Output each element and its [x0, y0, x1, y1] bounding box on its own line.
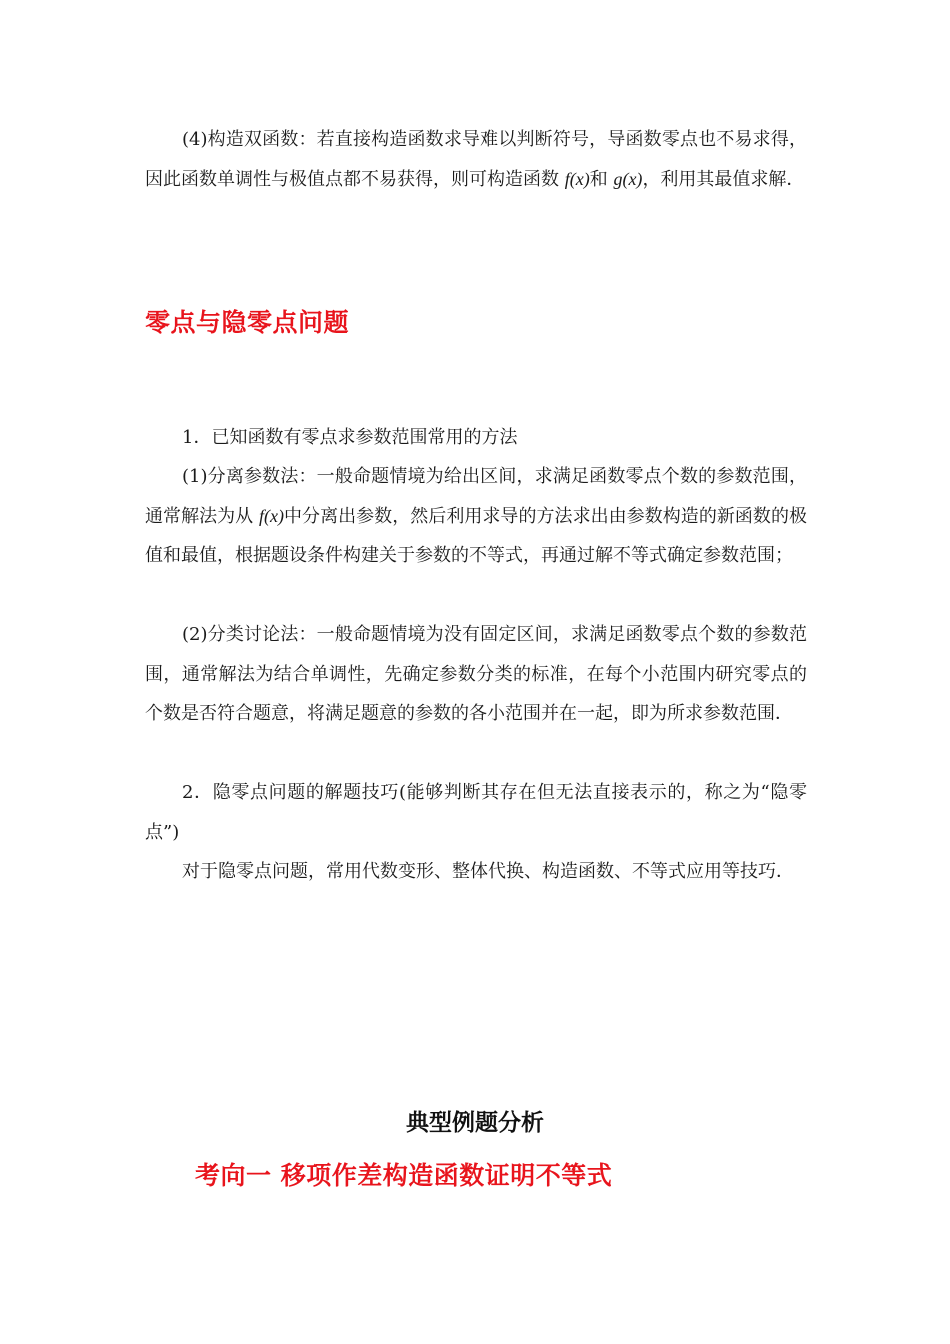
paragraph-construct-double-function	[145, 120, 807, 199]
section-heading-zero-points: 零点与隐零点问题	[145, 308, 350, 337]
paragraph-text: (4)构造双函数：若直接构造函数求导难以判断符号，导函数零点也不易求得，因此函数单调性与极值点都不易获得，则可构造函数	[145, 129, 807, 190]
math-f-of-x: f(x)	[258, 505, 284, 526]
math-g-of-x: g(x)	[613, 168, 643, 189]
math-f-of-x: f(x)	[564, 168, 590, 189]
paragraph-text: ，利用其最值求解．	[642, 168, 805, 190]
subheading-direction-1: 考向一 移项作差构造函数证明不等式	[195, 1161, 613, 1190]
paragraph-hidden-zero-techniques: 对于隐零点问题，常用代数变形、整体代换、构造函数、不等式应用等技巧．	[182, 861, 794, 882]
paragraph-text: 中分离出参数，然后利用求导的方法求出由参数构造的新函数的极值和最值，根据题设条件构建关于参数的不等式，再通过解不等式确定参数范围；	[145, 505, 807, 566]
paragraph-text: 和	[589, 168, 614, 190]
section-heading-examples: 典型例题分析	[406, 1109, 544, 1136]
paragraph-case-discussion-method: (2)分类讨论法：一般命题情境为没有固定区间，求满足函数零点个数的参数范围，通常解法为结合单调性，先确定参数分类的标准，在每个小范围内研究零点的个数是否符合题意，将满足题意的参数的各小范围并在一起，即为所求参数范围．	[145, 624, 807, 724]
paragraph-separation-method	[145, 457, 807, 576]
list-item-1-title: 1．已知函数有零点求参数范围常用的方法	[182, 427, 518, 448]
list-item-2-title: 2．隐零点问题的解题技巧(能够判断其存在但无法直接表示的，称之为“隐零点”)	[145, 782, 807, 843]
paragraph-text: (1)分离参数法：一般命题情境为给出区间，求满足函数零点个数的参数范围，通常解法为从	[145, 466, 807, 527]
